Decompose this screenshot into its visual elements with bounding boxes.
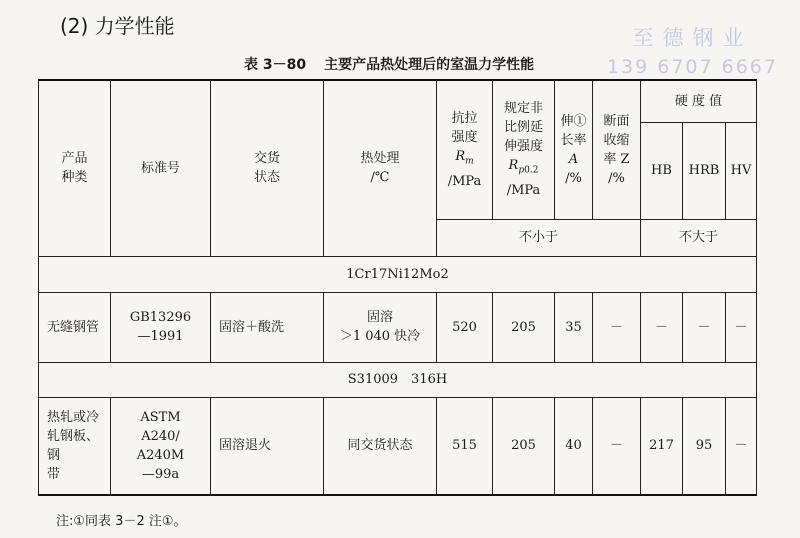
mechanical-properties-table bbox=[38, 79, 757, 496]
header-elongation: 伸① 长率 A /% bbox=[555, 80, 593, 219]
cell-z: － bbox=[593, 292, 641, 362]
footnote: 注:①同表 3－2 注①。 bbox=[56, 514, 187, 529]
section-heading: (2) 力学性能 bbox=[60, 14, 175, 38]
header-not-less-than: 不小于 bbox=[437, 219, 641, 256]
cell-rp: 205 bbox=[493, 292, 555, 362]
cell-heat: 同交货状态 bbox=[324, 397, 437, 495]
header-hrb: HRB bbox=[683, 122, 726, 219]
header-product-type: 产品 种类 bbox=[39, 80, 111, 256]
header-standard-no: 标准号 bbox=[111, 80, 211, 256]
cell-standard: ASTM A240/ A240M —99a bbox=[111, 397, 211, 495]
cell-hv: － bbox=[726, 292, 757, 362]
header-yield-strength: 规定非 比例延 伸强度 $R_{p0.2}$ /MPa bbox=[493, 80, 555, 219]
cell-rp: 205 bbox=[493, 397, 555, 495]
cell-delivery: 固溶＋酸洗 bbox=[211, 292, 324, 362]
grade-row: S31009 316H bbox=[39, 362, 757, 397]
cell-product: 无缝钢管 bbox=[39, 292, 111, 362]
cell-hb: 217 bbox=[641, 397, 683, 495]
header-tensile-strength: 抗拉 强度 $R_m$ /MPa bbox=[437, 80, 493, 219]
header-hv: HV bbox=[726, 122, 757, 219]
cell-hrb: 95 bbox=[683, 397, 726, 495]
cell-standard: GB13296 —1991 bbox=[111, 292, 211, 362]
header-reduction-of-area: 断面 收缩 率 Z /% bbox=[593, 80, 641, 219]
table-caption: 主要产品热处理后的室温力学性能 bbox=[324, 57, 535, 73]
cell-rm: 515 bbox=[437, 397, 493, 495]
watermark bbox=[607, 22, 778, 78]
table-title bbox=[244, 54, 534, 74]
cell-hv: － bbox=[726, 397, 757, 495]
cell-delivery: 固溶退火 bbox=[211, 397, 324, 495]
watermark-company: 至德钢业 bbox=[632, 26, 753, 50]
header-heat-treatment: 热处理 /℃ bbox=[324, 80, 437, 256]
header-hardness: 硬 度 值 bbox=[641, 80, 757, 122]
header-hb: HB bbox=[641, 122, 683, 219]
cell-hrb: － bbox=[683, 292, 726, 362]
cell-hb: － bbox=[641, 292, 683, 362]
watermark-phone: 139 6707 6667 bbox=[606, 56, 778, 78]
grade-row: 1Cr17Ni12Mo2 bbox=[39, 256, 757, 292]
cell-a: 40 bbox=[555, 397, 593, 495]
cell-product: 热轧或冷 轧钢板、钢 带 bbox=[39, 397, 111, 495]
table-number: 表 3－80 bbox=[244, 57, 307, 73]
header-delivery-state: 交货 状态 bbox=[211, 80, 324, 256]
cell-rm: 520 bbox=[437, 292, 493, 362]
header-not-greater-than: 不大于 bbox=[641, 219, 757, 256]
cell-a: 35 bbox=[555, 292, 593, 362]
cell-heat: 固溶 ＞1 040 快冷 bbox=[324, 292, 437, 362]
cell-z: － bbox=[593, 397, 641, 495]
